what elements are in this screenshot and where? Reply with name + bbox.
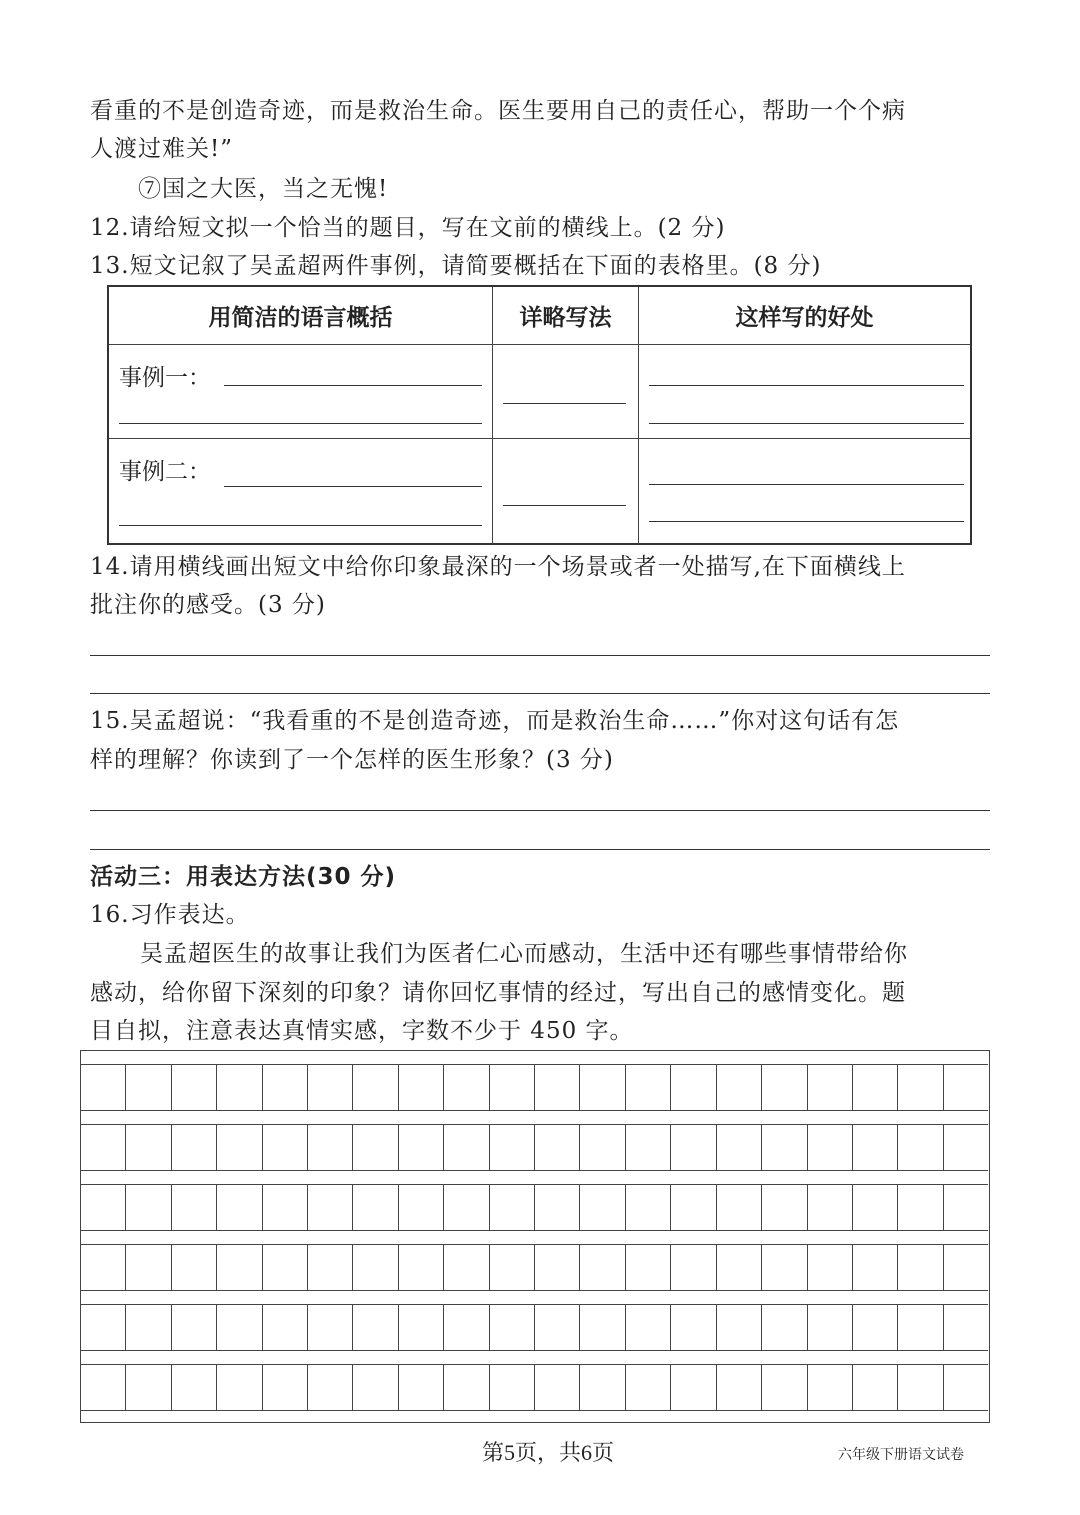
grid-cell[interactable] xyxy=(580,1065,625,1110)
grid-cell[interactable] xyxy=(626,1245,671,1290)
grid-cell[interactable] xyxy=(717,1245,762,1290)
answer-line[interactable] xyxy=(90,655,990,656)
grid-cell[interactable] xyxy=(671,1245,716,1290)
grid-cell[interactable] xyxy=(172,1305,217,1350)
grid-cell[interactable] xyxy=(353,1185,398,1230)
summary-cell[interactable] xyxy=(108,439,493,545)
grid-cell[interactable] xyxy=(535,1185,580,1230)
grid-cell[interactable] xyxy=(217,1185,262,1230)
grid-cell[interactable] xyxy=(944,1305,988,1350)
grid-cell[interactable] xyxy=(717,1185,762,1230)
grid-row xyxy=(81,1304,988,1351)
grid-cell[interactable] xyxy=(263,1365,308,1410)
grid-cell[interactable] xyxy=(126,1065,171,1110)
grid-cell[interactable] xyxy=(444,1065,489,1110)
grid-cell[interactable] xyxy=(762,1365,807,1410)
grid-cell[interactable] xyxy=(444,1305,489,1350)
grid-cell[interactable] xyxy=(217,1365,262,1410)
summary-table xyxy=(107,285,972,545)
grid-cell[interactable] xyxy=(626,1305,671,1350)
grid-cell[interactable] xyxy=(490,1065,535,1110)
grid-cell[interactable] xyxy=(308,1125,353,1170)
grid-cell[interactable] xyxy=(172,1065,217,1110)
grid-cell[interactable] xyxy=(944,1185,988,1230)
exam-name: 六年级下册语文试卷 xyxy=(838,1448,964,1463)
grid-cell[interactable] xyxy=(717,1125,762,1170)
grid-cell[interactable] xyxy=(717,1365,762,1410)
grid-cell[interactable] xyxy=(808,1365,853,1410)
grid-cell[interactable] xyxy=(944,1125,988,1170)
grid-cell[interactable] xyxy=(853,1365,898,1410)
grid-cell[interactable] xyxy=(126,1365,171,1410)
grid-cell[interactable] xyxy=(671,1065,716,1110)
question-16-title: 16.习作表达。 xyxy=(90,902,250,928)
grid-cell[interactable] xyxy=(490,1185,535,1230)
answer-line[interactable] xyxy=(90,810,990,811)
grid-cell[interactable] xyxy=(808,1245,853,1290)
grid-cell[interactable] xyxy=(944,1065,988,1110)
composition-grid[interactable] xyxy=(80,1050,990,1423)
grid-cell[interactable] xyxy=(535,1305,580,1350)
grid-cell[interactable] xyxy=(353,1125,398,1170)
grid-row xyxy=(81,1184,988,1231)
grid-cell[interactable] xyxy=(898,1305,943,1350)
grid-cell[interactable] xyxy=(172,1245,217,1290)
grid-cell[interactable] xyxy=(308,1365,353,1410)
grid-cell[interactable] xyxy=(81,1065,126,1110)
question-15-line: 样的理解？你读到了一个怎样的医生形象？(3 分) xyxy=(90,747,614,773)
table-header: 用简洁的语言概括 xyxy=(108,286,493,345)
grid-cell[interactable] xyxy=(580,1245,625,1290)
question-14-line: 14.请用横线画出短文中给你印象最深的一个场景或者一处描写,在下面横线上 xyxy=(90,554,906,580)
grid-cell[interactable] xyxy=(308,1065,353,1110)
grid-cell[interactable] xyxy=(853,1065,898,1110)
grid-cell[interactable] xyxy=(399,1185,444,1230)
grid-cell[interactable] xyxy=(172,1365,217,1410)
grid-cell[interactable] xyxy=(217,1305,262,1350)
grid-row xyxy=(81,1364,988,1411)
grid-cell[interactable] xyxy=(81,1245,126,1290)
grid-cell[interactable] xyxy=(444,1125,489,1170)
grid-row xyxy=(81,1064,988,1111)
grid-cell[interactable] xyxy=(490,1365,535,1410)
grid-cell[interactable] xyxy=(308,1305,353,1350)
grid-cell[interactable] xyxy=(490,1125,535,1170)
grid-cell[interactable] xyxy=(535,1065,580,1110)
grid-cell[interactable] xyxy=(717,1065,762,1110)
question-13: 13.短文记叙了吴孟超两件事例，请简要概括在下面的表格里。(8 分) xyxy=(90,253,822,279)
table-header: 详略写法 xyxy=(493,286,639,345)
grid-cell[interactable] xyxy=(217,1065,262,1110)
row-label: 事例一： xyxy=(119,365,211,391)
grid-cell[interactable] xyxy=(762,1065,807,1110)
grid-cell[interactable] xyxy=(853,1185,898,1230)
grid-cell[interactable] xyxy=(898,1125,943,1170)
grid-cell[interactable] xyxy=(217,1245,262,1290)
grid-cell[interactable] xyxy=(126,1245,171,1290)
grid-cell[interactable] xyxy=(444,1185,489,1230)
grid-cell[interactable] xyxy=(126,1185,171,1230)
grid-cell[interactable] xyxy=(444,1365,489,1410)
grid-cell[interactable] xyxy=(444,1245,489,1290)
question-16-line: 吴孟超医生的故事让我们为医者仁心而感动，生活中还有哪些事情带给你 xyxy=(140,941,908,967)
grid-cell[interactable] xyxy=(308,1245,353,1290)
grid-cell[interactable] xyxy=(808,1305,853,1350)
grid-cell[interactable] xyxy=(626,1065,671,1110)
grid-cell[interactable] xyxy=(263,1125,308,1170)
grid-cell[interactable] xyxy=(580,1305,625,1350)
grid-cell[interactable] xyxy=(626,1125,671,1170)
grid-cell[interactable] xyxy=(126,1125,171,1170)
grid-cell[interactable] xyxy=(580,1185,625,1230)
grid-cell[interactable] xyxy=(263,1245,308,1290)
grid-cell[interactable] xyxy=(853,1305,898,1350)
grid-cell[interactable] xyxy=(762,1245,807,1290)
grid-cell[interactable] xyxy=(308,1185,353,1230)
grid-cell[interactable] xyxy=(580,1365,625,1410)
grid-cell[interactable] xyxy=(808,1185,853,1230)
grid-cell[interactable] xyxy=(898,1185,943,1230)
detail-cell[interactable] xyxy=(493,439,639,545)
benefit-cell[interactable] xyxy=(639,345,972,439)
summary-cell[interactable] xyxy=(108,345,493,439)
grid-cell[interactable] xyxy=(535,1125,580,1170)
grid-cell[interactable] xyxy=(81,1185,126,1230)
grid-cell[interactable] xyxy=(399,1065,444,1110)
grid-cell[interactable] xyxy=(671,1125,716,1170)
question-15-line: 15.吴孟超说：“我看重的不是创造奇迹，而是救治生命……”你对这句话有怎 xyxy=(90,708,900,734)
detail-cell[interactable] xyxy=(493,345,639,439)
grid-cell[interactable] xyxy=(353,1245,398,1290)
grid-cell[interactable] xyxy=(217,1125,262,1170)
grid-cell[interactable] xyxy=(81,1305,126,1350)
row-label: 事例二： xyxy=(119,459,211,485)
grid-row xyxy=(81,1124,988,1171)
grid-cell[interactable] xyxy=(762,1305,807,1350)
grid-cell[interactable] xyxy=(853,1245,898,1290)
question-14-line: 批注你的感受。(3 分) xyxy=(90,592,326,618)
grid-cell[interactable] xyxy=(944,1365,988,1410)
page-number: 第5页，共6页 xyxy=(482,1440,615,1465)
grid-cell[interactable] xyxy=(762,1125,807,1170)
grid-cell[interactable] xyxy=(399,1365,444,1410)
grid-cell[interactable] xyxy=(81,1125,126,1170)
grid-cell[interactable] xyxy=(671,1365,716,1410)
passage-paragraph-7: ⑦国之大医，当之无愧! xyxy=(138,176,389,202)
benefit-cell[interactable] xyxy=(639,439,972,545)
grid-cell[interactable] xyxy=(353,1305,398,1350)
grid-cell[interactable] xyxy=(399,1305,444,1350)
grid-cell[interactable] xyxy=(808,1065,853,1110)
grid-cell[interactable] xyxy=(580,1125,625,1170)
answer-line[interactable] xyxy=(90,849,990,850)
passage-line: 人渡过难关!” xyxy=(90,136,234,162)
grid-cell[interactable] xyxy=(626,1185,671,1230)
grid-cell[interactable] xyxy=(853,1125,898,1170)
grid-cell[interactable] xyxy=(399,1245,444,1290)
grid-cell[interactable] xyxy=(263,1065,308,1110)
grid-cell[interactable] xyxy=(717,1305,762,1350)
grid-cell[interactable] xyxy=(263,1305,308,1350)
grid-cell[interactable] xyxy=(490,1245,535,1290)
question-12: 12.请给短文拟一个恰当的题目，写在文前的横线上。(2 分) xyxy=(90,215,726,241)
passage-line: 看重的不是创造奇迹，而是救治生命。医生要用自己的责任心，帮助一个个病 xyxy=(90,98,906,124)
grid-cell[interactable] xyxy=(399,1125,444,1170)
question-16-line: 感动，给你留下深刻的印象？请你回忆事情的经过，写出自己的感情变化。题 xyxy=(90,980,906,1006)
grid-cell[interactable] xyxy=(126,1305,171,1350)
grid-cell[interactable] xyxy=(353,1365,398,1410)
grid-cell[interactable] xyxy=(671,1305,716,1350)
grid-cell[interactable] xyxy=(808,1125,853,1170)
grid-cell[interactable] xyxy=(263,1185,308,1230)
grid-cell[interactable] xyxy=(898,1245,943,1290)
grid-cell[interactable] xyxy=(490,1305,535,1350)
grid-row xyxy=(81,1244,988,1291)
grid-cell[interactable] xyxy=(172,1185,217,1230)
grid-cell[interactable] xyxy=(535,1245,580,1290)
grid-cell[interactable] xyxy=(671,1185,716,1230)
grid-cell[interactable] xyxy=(898,1365,943,1410)
question-16-line: 目自拟，注意表达真情实感，字数不少于 450 字。 xyxy=(90,1018,634,1044)
grid-cell[interactable] xyxy=(353,1065,398,1110)
grid-cell[interactable] xyxy=(81,1365,126,1410)
grid-cell[interactable] xyxy=(172,1125,217,1170)
answer-line[interactable] xyxy=(90,693,990,694)
grid-cell[interactable] xyxy=(898,1065,943,1110)
table-header: 这样写的好处 xyxy=(639,286,972,345)
grid-cell[interactable] xyxy=(762,1185,807,1230)
grid-cell[interactable] xyxy=(535,1365,580,1410)
section-heading: 活动三：用表达方法(30 分) xyxy=(90,864,397,890)
grid-cell[interactable] xyxy=(944,1245,988,1290)
grid-cell[interactable] xyxy=(626,1365,671,1410)
